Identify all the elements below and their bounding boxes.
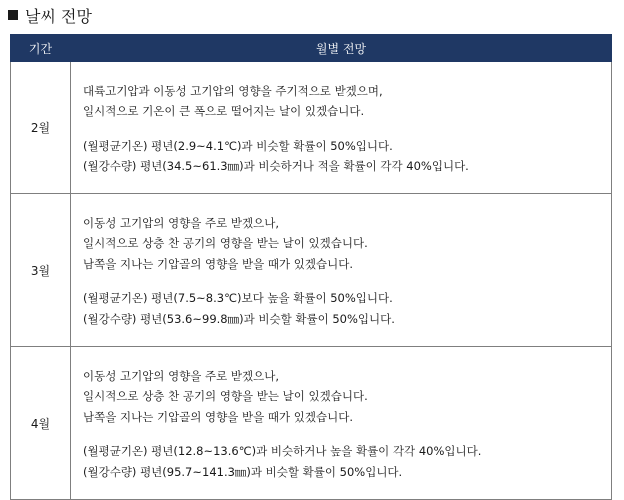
table-row [11, 62, 612, 194]
table-header-row [11, 35, 612, 62]
outlook-line: 일시적으로 상층 찬 공기의 영향을 받는 날이 있겠습니다. [83, 389, 368, 404]
column-header-period: 기간 [11, 35, 71, 62]
temperature-outlook: (월평균기온) 평년(2.9~4.1℃)과 비슷할 확률이 50%입니다. [83, 138, 393, 153]
square-bullet-icon [8, 10, 18, 20]
section-title: 날씨 전망 [25, 6, 92, 26]
period-cell: 2월 [11, 62, 71, 194]
outlook-line: 남쪽을 지나는 기압골의 영향을 받을 때가 있겠습니다. [83, 409, 353, 424]
precipitation-outlook: (월강수량) 평년(95.7~141.3㎜)과 비슷할 확률이 50%입니다. [83, 464, 403, 479]
section-heading [8, 4, 92, 26]
outlook-cell [71, 347, 612, 500]
temperature-outlook: (월평균기온) 평년(7.5~8.3℃)보다 높을 확률이 50%입니다. [83, 291, 393, 306]
outlook-line: 대륙고기압과 이동성 고기압의 영향을 주기적으로 받겠으며, [83, 83, 383, 98]
outlook-line: 이동성 고기압의 영향을 주로 받겠으나, [83, 368, 280, 383]
outlook-cell [71, 194, 612, 347]
outlook-line: 남쪽을 지나는 기압골의 영향을 받을 때가 있겠습니다. [83, 256, 353, 271]
outlook-line: 일시적으로 상층 찬 공기의 영향을 받는 날이 있겠습니다. [83, 236, 368, 251]
outlook-cell [71, 62, 612, 194]
period-cell: 3월 [11, 194, 71, 347]
temperature-outlook: (월평균기온) 평년(12.8~13.6℃)과 비슷하거나 높을 확률이 각각 40%입니다. [83, 444, 482, 459]
table-row [11, 347, 612, 500]
outlook-line: 일시적으로 기온이 큰 폭으로 떨어지는 날이 있겠습니다. [83, 104, 365, 118]
weather-forecast-table [10, 34, 612, 500]
outlook-line: 이동성 고기압의 영향을 주로 받겠으나, [83, 215, 280, 230]
precipitation-outlook: (월강수량) 평년(34.5~61.3㎜)과 비슷하거나 적을 확률이 각각 40%입니다. [83, 159, 469, 173]
precipitation-outlook: (월강수량) 평년(53.6~99.8㎜)과 비슷할 확률이 50%입니다. [83, 311, 395, 326]
column-header-outlook: 월별 전망 [71, 35, 612, 62]
period-cell: 4월 [11, 347, 71, 500]
table-row [11, 194, 612, 347]
